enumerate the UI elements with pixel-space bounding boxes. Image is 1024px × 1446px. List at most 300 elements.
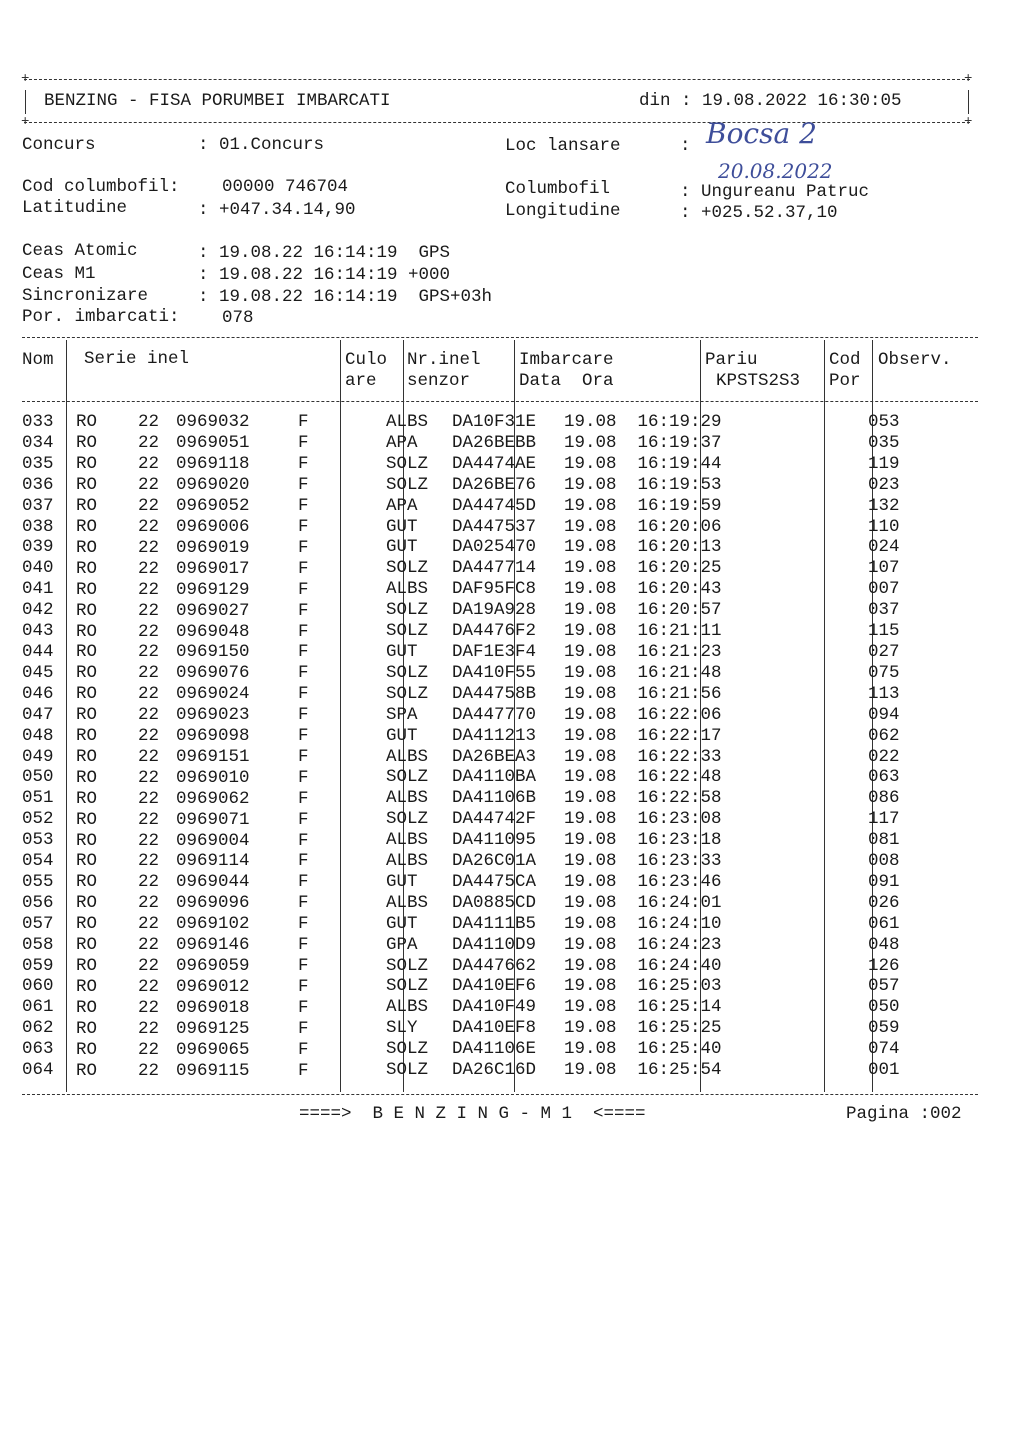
ring-year: 22 bbox=[138, 851, 160, 872]
cell-pariu bbox=[742, 788, 864, 809]
cell-imbarcare bbox=[560, 412, 742, 433]
ring-country: RO bbox=[76, 600, 98, 621]
cell-senzor: DA447770 bbox=[452, 704, 537, 725]
table-row bbox=[22, 558, 1014, 579]
cell-cod: 061 bbox=[868, 913, 900, 934]
cell-cod: 059 bbox=[868, 1018, 900, 1039]
cell-nom: 055 bbox=[22, 871, 54, 892]
cell-senzor: DA411095 bbox=[452, 830, 537, 851]
cell-culoare: SOLZ bbox=[386, 683, 429, 704]
ring-year: 22 bbox=[138, 454, 160, 475]
cell-senzor: DA4110D9 bbox=[452, 934, 537, 955]
cell-pariu bbox=[742, 579, 864, 600]
latitudine-label: Latitudine bbox=[22, 198, 128, 218]
cell-pariu bbox=[742, 997, 864, 1018]
cell-culoare: GUT bbox=[386, 725, 418, 746]
embark-time: 16:20:57 bbox=[637, 600, 722, 621]
cell-nom: 064 bbox=[22, 1060, 54, 1081]
cell-cod: 037 bbox=[868, 600, 900, 621]
ring-number: 0969098 bbox=[176, 726, 250, 747]
cell-cod: 119 bbox=[868, 453, 900, 474]
cell-serie bbox=[66, 433, 382, 454]
ring-country: RO bbox=[76, 851, 98, 872]
embark-time: 16:22:48 bbox=[637, 767, 722, 788]
cell-pariu bbox=[742, 454, 864, 475]
table-row bbox=[22, 537, 1014, 558]
cell-nom: 039 bbox=[22, 537, 54, 558]
cell-senzor: DA44758B bbox=[452, 683, 537, 704]
ceas-atomic-value: : 19.08.22 16:14:19 GPS bbox=[198, 243, 451, 263]
cell-culoare: SOLZ bbox=[386, 621, 429, 642]
cell-pariu bbox=[742, 726, 864, 747]
embark-time: 16:22:33 bbox=[637, 746, 722, 767]
cell-culoare: GUT bbox=[386, 913, 418, 934]
cell-observatii bbox=[914, 956, 1014, 977]
table-row bbox=[22, 893, 1014, 914]
ring-country: RO bbox=[76, 746, 98, 767]
cell-observatii bbox=[914, 767, 1014, 788]
ring-sex: F bbox=[298, 788, 309, 809]
embark-time: 16:23:08 bbox=[637, 809, 722, 830]
cell-nom: 048 bbox=[22, 725, 54, 746]
table-row bbox=[22, 579, 1014, 600]
table-row bbox=[22, 872, 1014, 893]
cell-imbarcare bbox=[560, 788, 742, 809]
ring-year: 22 bbox=[138, 726, 160, 747]
table-row bbox=[22, 830, 1014, 851]
embark-time: 16:25:40 bbox=[637, 1039, 722, 1060]
cell-nom: 051 bbox=[22, 788, 54, 809]
ring-year: 22 bbox=[138, 558, 160, 579]
ring-sex: F bbox=[298, 684, 309, 705]
ring-country: RO bbox=[76, 914, 98, 935]
cell-culoare: SOLZ bbox=[386, 1060, 429, 1081]
cell-imbarcare bbox=[560, 496, 742, 517]
cell-imbarcare bbox=[560, 872, 742, 893]
ring-number: 0969051 bbox=[176, 433, 250, 454]
cell-senzor: DA26C01A bbox=[452, 851, 537, 872]
cell-serie bbox=[66, 1039, 382, 1060]
embark-time: 16:19:44 bbox=[637, 453, 722, 474]
cell-observatii bbox=[914, 412, 1014, 433]
cell-serie bbox=[66, 767, 382, 788]
cell-serie bbox=[66, 914, 382, 935]
table-row bbox=[22, 851, 1014, 872]
cell-pariu bbox=[742, 976, 864, 997]
cell-imbarcare bbox=[560, 684, 742, 705]
embark-date: 19.08 bbox=[564, 537, 617, 558]
col-imbarcare-2: Data Ora bbox=[519, 371, 614, 391]
cell-nom: 058 bbox=[22, 934, 54, 955]
cell-imbarcare bbox=[560, 454, 742, 475]
cell-observatii bbox=[914, 1060, 1014, 1081]
handwritten-place: Bocsa 2 bbox=[706, 117, 817, 150]
ring-sex: F bbox=[298, 433, 309, 454]
ring-country: RO bbox=[76, 788, 98, 809]
ring-sex: F bbox=[298, 893, 309, 914]
footer-banner: ====> B E N Z I N G - M 1 <==== bbox=[299, 1104, 646, 1124]
cell-culoare: SPA bbox=[386, 704, 418, 725]
cell-serie bbox=[66, 705, 382, 726]
cell-senzor: DA4474AE bbox=[452, 453, 537, 474]
table-row bbox=[22, 412, 1014, 433]
cell-nom: 041 bbox=[22, 579, 54, 600]
cell-cod: 001 bbox=[868, 1060, 900, 1081]
ring-sex: F bbox=[298, 579, 309, 600]
cell-serie bbox=[66, 684, 382, 705]
cell-culoare: GUT bbox=[386, 537, 418, 558]
cell-cod: 022 bbox=[868, 746, 900, 767]
cell-nom: 035 bbox=[22, 453, 54, 474]
cell-cod: 023 bbox=[868, 474, 900, 495]
cell-serie bbox=[66, 1060, 382, 1081]
embark-time: 16:19:59 bbox=[637, 495, 722, 516]
cell-imbarcare bbox=[560, 830, 742, 851]
longitudine-value: : +025.52.37,10 bbox=[680, 203, 838, 223]
header-left-border bbox=[25, 90, 26, 114]
cell-cod: 110 bbox=[868, 516, 900, 537]
cell-serie bbox=[66, 872, 382, 893]
ring-number: 0969052 bbox=[176, 496, 250, 517]
cell-serie bbox=[66, 642, 382, 663]
ring-sex: F bbox=[298, 558, 309, 579]
longitudine-label: Longitudine bbox=[505, 201, 621, 221]
cell-pariu bbox=[742, 893, 864, 914]
cell-culoare: ALBS bbox=[386, 892, 429, 913]
document-date: din : 19.08.2022 16:30:05 bbox=[639, 91, 902, 111]
ring-year: 22 bbox=[138, 746, 160, 767]
ring-country: RO bbox=[76, 537, 98, 558]
embark-time: 16:22:06 bbox=[637, 704, 722, 725]
ring-year: 22 bbox=[138, 997, 160, 1018]
cell-cod: 091 bbox=[868, 871, 900, 892]
ring-sex: F bbox=[298, 1060, 309, 1081]
cell-pariu bbox=[742, 1060, 864, 1081]
ring-number: 0969076 bbox=[176, 663, 250, 684]
cell-senzor: DAF1E3F4 bbox=[452, 641, 537, 662]
ring-year: 22 bbox=[138, 663, 160, 684]
cell-observatii bbox=[914, 705, 1014, 726]
cell-cod: 075 bbox=[868, 662, 900, 683]
cell-observatii bbox=[914, 788, 1014, 809]
cell-imbarcare bbox=[560, 914, 742, 935]
cell-observatii bbox=[914, 621, 1014, 642]
document-title: BENZING - FISA PORUMBEI IMBARCATI bbox=[44, 91, 391, 111]
cell-culoare: SOLZ bbox=[386, 600, 429, 621]
cell-serie bbox=[66, 956, 382, 977]
cell-nom: 053 bbox=[22, 830, 54, 851]
ring-sex: F bbox=[298, 809, 309, 830]
ring-number: 0969024 bbox=[176, 684, 250, 705]
cell-nom: 042 bbox=[22, 600, 54, 621]
cell-imbarcare bbox=[560, 621, 742, 642]
embark-date: 19.08 bbox=[564, 621, 617, 642]
embark-date: 19.08 bbox=[564, 913, 617, 934]
cell-nom: 036 bbox=[22, 474, 54, 495]
ring-sex: F bbox=[298, 767, 309, 788]
embark-time: 16:25:14 bbox=[637, 997, 722, 1018]
ring-year: 22 bbox=[138, 893, 160, 914]
cell-senzor: DA26BEA3 bbox=[452, 746, 537, 767]
ring-year: 22 bbox=[138, 621, 160, 642]
cell-culoare: APA bbox=[386, 495, 418, 516]
embark-time: 16:21:11 bbox=[637, 621, 722, 642]
cell-senzor: DA26BE76 bbox=[452, 474, 537, 495]
ring-year: 22 bbox=[138, 642, 160, 663]
sincronizare-value: : 19.08.22 16:14:19 GPS+03h bbox=[198, 287, 493, 307]
ring-country: RO bbox=[76, 830, 98, 851]
embark-date: 19.08 bbox=[564, 809, 617, 830]
ring-number: 0969096 bbox=[176, 893, 250, 914]
cell-cod: 053 bbox=[868, 412, 900, 432]
cell-pariu bbox=[742, 684, 864, 705]
cell-observatii bbox=[914, 830, 1014, 851]
embark-time: 16:20:25 bbox=[637, 558, 722, 579]
cell-cod: 113 bbox=[868, 683, 900, 704]
ring-country: RO bbox=[76, 684, 98, 705]
ring-sex: F bbox=[298, 997, 309, 1018]
ring-number: 0969115 bbox=[176, 1060, 250, 1081]
table-row bbox=[22, 621, 1014, 642]
cell-pariu bbox=[742, 496, 864, 517]
embark-date: 19.08 bbox=[564, 767, 617, 788]
cell-observatii bbox=[914, 517, 1014, 538]
ring-year: 22 bbox=[138, 788, 160, 809]
cell-cod: 081 bbox=[868, 830, 900, 851]
ring-number: 0969062 bbox=[176, 788, 250, 809]
cell-serie bbox=[66, 517, 382, 538]
embarked-pigeons-table bbox=[22, 412, 1014, 1081]
table-bottom-rule bbox=[22, 1094, 978, 1095]
cell-senzor: DA44745D bbox=[452, 495, 537, 516]
embark-time: 16:24:01 bbox=[637, 892, 722, 913]
cell-observatii bbox=[914, 558, 1014, 579]
ring-number: 0969071 bbox=[176, 809, 250, 830]
handwritten-date: 20.08.2022 bbox=[718, 159, 833, 183]
table-row bbox=[22, 433, 1014, 454]
cell-nom: 045 bbox=[22, 662, 54, 683]
cell-imbarcare bbox=[560, 747, 742, 768]
cell-cod: 007 bbox=[868, 579, 900, 600]
ring-sex: F bbox=[298, 663, 309, 684]
cell-senzor: DA4110BA bbox=[452, 767, 537, 788]
ring-country: RO bbox=[76, 935, 98, 956]
cell-senzor: DA4476F2 bbox=[452, 621, 537, 642]
ring-sex: F bbox=[298, 642, 309, 663]
cell-cod: 117 bbox=[868, 809, 900, 830]
embark-time: 16:20:13 bbox=[637, 537, 722, 558]
cell-cod: 008 bbox=[868, 851, 900, 872]
embark-time: 16:24:23 bbox=[637, 934, 722, 955]
cell-pariu bbox=[742, 642, 864, 663]
embark-time: 16:21:48 bbox=[637, 662, 722, 683]
cell-imbarcare bbox=[560, 517, 742, 538]
ring-year: 22 bbox=[138, 537, 160, 558]
cell-pariu bbox=[742, 433, 864, 454]
cell-observatii bbox=[914, 851, 1014, 872]
cell-serie bbox=[66, 976, 382, 997]
cell-cod: 027 bbox=[868, 641, 900, 662]
embark-date: 19.08 bbox=[564, 1018, 617, 1039]
cell-cod: 107 bbox=[868, 558, 900, 579]
ring-year: 22 bbox=[138, 956, 160, 977]
cell-culoare: GUT bbox=[386, 516, 418, 537]
embark-time: 16:23:46 bbox=[637, 871, 722, 892]
concurs-label: Concurs bbox=[22, 135, 96, 155]
ring-sex: F bbox=[298, 705, 309, 726]
table-row bbox=[22, 663, 1014, 684]
cell-nom: 033 bbox=[22, 412, 54, 432]
ring-country: RO bbox=[76, 1018, 98, 1039]
cell-nom: 057 bbox=[22, 913, 54, 934]
embark-date: 19.08 bbox=[564, 641, 617, 662]
cell-nom: 043 bbox=[22, 621, 54, 642]
cell-senzor: DA447537 bbox=[452, 516, 537, 537]
ring-number: 0969004 bbox=[176, 830, 250, 851]
ring-sex: F bbox=[298, 1018, 309, 1039]
document-page: + + BENZING - FISA PORUMBEI IMBARCATI din : 19.08.2022 16:30:05 + + Concurs : 01.Concurs Loc lansare : Bocsa 2 20.08.2022 Cod columbofil: 00000 746704 Columbofil : Ungureanu Patruc Latitudine : +047.34.14,90 Longitudine : +025.52.37,10 Ceas Atomic : 19.08.22 16:14:19 GPS Ceas M1 : 19.08.22 16:14:19 +000 Sincronizare : 19.08.22 16:14:19 GPS+03h Por. imbarcati: 078 Nom Serie inel Culo are Nr.inel senzor Imbarcare Data Ora Pariu KPSTS2S3 Cod Por Observ. 033 RO 22 0969032 F ALBS DA10F31E 19.08 16:19:29 053 034 RO 22 0969051 F APA DA26BEBB 19.08 16:19:37 035 035 RO 22 0969118 F SOLZ DA4474AE 19.08 16:19:44 119 036 RO 22 0969020 F SOLZ DA26BE76 19.08 16:19:53 023 037 RO 22 0969052 F APA DA44745D 19.08 16:19:59 132 038 RO 22 0969006 F GUT DA447537 19.08 16:20:06 110 039 RO 22 0969019 F GUT DA025470 19.08 16:20:13 024 040 RO 22 0969017 F SOLZ DA447714 19.08 16:20:25 107 041 RO 22 0969129 F ALBS DAF95FC8 19.08 16:20:43 007 042 RO 22 0969027 F SOLZ DA19A928 19.08 16:20:57 037 043 RO 22 0969048 F SOLZ DA4476F2 19.08 16:21:11 115 044 RO 22 0969150 F GUT DAF1E3F4 19.08 16:21:23 027 045 RO 22 0969076 F SOLZ DA410F55 19.08 16:21:48 075 046 RO 22 0969024 F SOLZ DA44758B 19.08 16:21:56 113 047 RO 22 0969023 F SPA DA447770 19.08 16:22:06 094 048 RO 22 0969098 F GUT DA411213 19.08 16:22:17 062 049 RO 22 0969151 F ALBS DA26BEA3 19.08 16:22:33 022 050 RO 22 0969010 F SOLZ DA4110BA 19.08 16:22:48 063 051 RO 22 0969062 F ALBS DA41106B 19.08 16:22:58 086 052 RO 22 0969071 F SOLZ DA44742F 19.08 16:23:08 117 053 RO 22 0969004 F ALBS DA411095 19.08 16:23:18 081 054 RO 22 0969114 F ALBS DA26C01A 19.08 16:23:33 008 055 RO 22 0969044 F GUT DA4475CA 19.08 16:23:46 091 056 RO 22 0969096 F ALBS DA0885CD 19.08 16:24:01 026 057 RO 22 0969102 F GUT DA4111B5 19.08 16:24:10 061 058 RO 22 0969146 F GPA DA4110D9 19.08 16:24:23 048 059 RO 22 0969059 F SOLZ DA447662 19.08 16:24:40 126 060 RO 22 0969012 F SOLZ DA410EF6 19.08 16:25:03 057 061 RO 22 0969018 F ALBS DA410F49 19.08 16:25:14 050 062 RO 22 0969125 F SLY DA410EF8 19.08 16:25:25 059 063 RO 22 0969065 F SOLZ DA41106E 19.08 16:25:40 074 064 RO 22 0969115 F SOLZ DA26C16D 19.08 16:25:54 001 ====> B E N Z I N G - M 1 <==== Pagina :002 bbox=[0, 0, 1024, 1446]
loc-lansare-label: Loc lansare bbox=[505, 136, 621, 156]
ring-sex: F bbox=[298, 412, 309, 433]
cell-serie bbox=[66, 454, 382, 475]
ring-number: 0969010 bbox=[176, 767, 250, 788]
cell-senzor: DA447662 bbox=[452, 955, 537, 976]
cell-serie bbox=[66, 496, 382, 517]
cell-observatii bbox=[914, 642, 1014, 663]
cell-nom: 047 bbox=[22, 704, 54, 725]
cell-cod: 074 bbox=[868, 1039, 900, 1060]
embark-date: 19.08 bbox=[564, 704, 617, 725]
cell-observatii bbox=[914, 496, 1014, 517]
ring-number: 0969146 bbox=[176, 935, 250, 956]
page-number: Pagina :002 bbox=[846, 1104, 962, 1124]
cell-culoare: APA bbox=[386, 432, 418, 453]
cell-serie bbox=[66, 621, 382, 642]
embark-date: 19.08 bbox=[564, 474, 617, 495]
cell-culoare: SOLZ bbox=[386, 809, 429, 830]
cell-nom: 061 bbox=[22, 997, 54, 1018]
cell-observatii bbox=[914, 1039, 1014, 1060]
cell-pariu bbox=[742, 475, 864, 496]
table-row bbox=[22, 956, 1014, 977]
cell-serie bbox=[66, 809, 382, 830]
col-serie: Serie inel bbox=[84, 349, 190, 369]
embark-time: 16:23:33 bbox=[637, 851, 722, 872]
table-row bbox=[22, 1018, 1014, 1039]
cell-cod: 035 bbox=[868, 432, 900, 453]
table-row bbox=[22, 642, 1014, 663]
col-pariu-1: Pariu bbox=[705, 350, 758, 370]
ring-country: RO bbox=[76, 558, 98, 579]
embark-date: 19.08 bbox=[564, 453, 617, 474]
cell-culoare: ALBS bbox=[386, 997, 429, 1018]
cell-cod: 126 bbox=[868, 955, 900, 976]
columns-bottom-rule bbox=[22, 401, 978, 402]
ring-year: 22 bbox=[138, 935, 160, 956]
cell-nom: 049 bbox=[22, 746, 54, 767]
cod-columbofil-value: 00000 746704 bbox=[222, 177, 349, 197]
embark-date: 19.08 bbox=[564, 788, 617, 809]
ring-year: 22 bbox=[138, 475, 160, 496]
ring-number: 0969006 bbox=[176, 516, 250, 537]
cell-imbarcare bbox=[560, 997, 742, 1018]
cell-cod: 094 bbox=[868, 704, 900, 725]
table-row bbox=[22, 705, 1014, 726]
ring-year: 22 bbox=[138, 1018, 160, 1039]
ring-number: 0969032 bbox=[176, 412, 250, 433]
cell-pariu bbox=[742, 747, 864, 768]
cell-culoare: ALBS bbox=[386, 412, 429, 432]
cell-imbarcare bbox=[560, 893, 742, 914]
concurs-value: : 01.Concurs bbox=[198, 135, 325, 155]
cell-serie bbox=[66, 558, 382, 579]
cell-senzor: DA410EF8 bbox=[452, 1018, 537, 1039]
ring-number: 0969065 bbox=[176, 1039, 250, 1060]
cell-culoare: ALBS bbox=[386, 851, 429, 872]
ring-number: 0969059 bbox=[176, 956, 250, 977]
ring-number: 0969125 bbox=[176, 1018, 250, 1039]
ring-sex: F bbox=[298, 475, 309, 496]
embark-time: 16:24:10 bbox=[637, 913, 722, 934]
table-row bbox=[22, 809, 1014, 830]
cell-observatii bbox=[914, 663, 1014, 684]
ring-sex: F bbox=[298, 872, 309, 893]
embark-time: 16:23:18 bbox=[637, 830, 722, 851]
ring-sex: F bbox=[298, 851, 309, 872]
cell-senzor: DA4111B5 bbox=[452, 913, 537, 934]
cell-pariu bbox=[742, 621, 864, 642]
cell-nom: 040 bbox=[22, 558, 54, 579]
cell-cod: 048 bbox=[868, 934, 900, 955]
cell-culoare: GPA bbox=[386, 934, 418, 955]
col-nom: Nom bbox=[22, 350, 54, 370]
ring-country: RO bbox=[76, 475, 98, 496]
cell-senzor: DA19A928 bbox=[452, 600, 537, 621]
cell-pariu bbox=[742, 767, 864, 788]
cell-senzor: DA26BEBB bbox=[452, 432, 537, 453]
cell-culoare: ALBS bbox=[386, 746, 429, 767]
ring-country: RO bbox=[76, 663, 98, 684]
cell-cod: 086 bbox=[868, 788, 900, 809]
cell-observatii bbox=[914, 935, 1014, 956]
cell-senzor: DA0885CD bbox=[452, 892, 537, 913]
embark-time: 16:19:29 bbox=[637, 412, 722, 432]
ring-number: 0969019 bbox=[176, 537, 250, 558]
embark-date: 19.08 bbox=[564, 871, 617, 892]
ring-country: RO bbox=[76, 412, 98, 433]
cell-observatii bbox=[914, 747, 1014, 768]
embark-date: 19.08 bbox=[564, 1060, 617, 1081]
cell-culoare: SOLZ bbox=[386, 474, 429, 495]
embark-date: 19.08 bbox=[564, 412, 617, 432]
cell-nom: 054 bbox=[22, 851, 54, 872]
embark-date: 19.08 bbox=[564, 997, 617, 1018]
table-row bbox=[22, 684, 1014, 705]
cell-serie bbox=[66, 537, 382, 558]
cell-culoare: GUT bbox=[386, 871, 418, 892]
header-right-border bbox=[968, 90, 969, 114]
sincronizare-label: Sincronizare bbox=[22, 286, 149, 306]
cell-serie bbox=[66, 412, 382, 433]
cell-nom: 050 bbox=[22, 767, 54, 788]
cell-observatii bbox=[914, 726, 1014, 747]
cell-imbarcare bbox=[560, 475, 742, 496]
ring-country: RO bbox=[76, 1039, 98, 1060]
embark-time: 16:19:53 bbox=[637, 474, 722, 495]
cell-imbarcare bbox=[560, 809, 742, 830]
ring-number: 0969114 bbox=[176, 851, 250, 872]
ring-sex: F bbox=[298, 935, 309, 956]
